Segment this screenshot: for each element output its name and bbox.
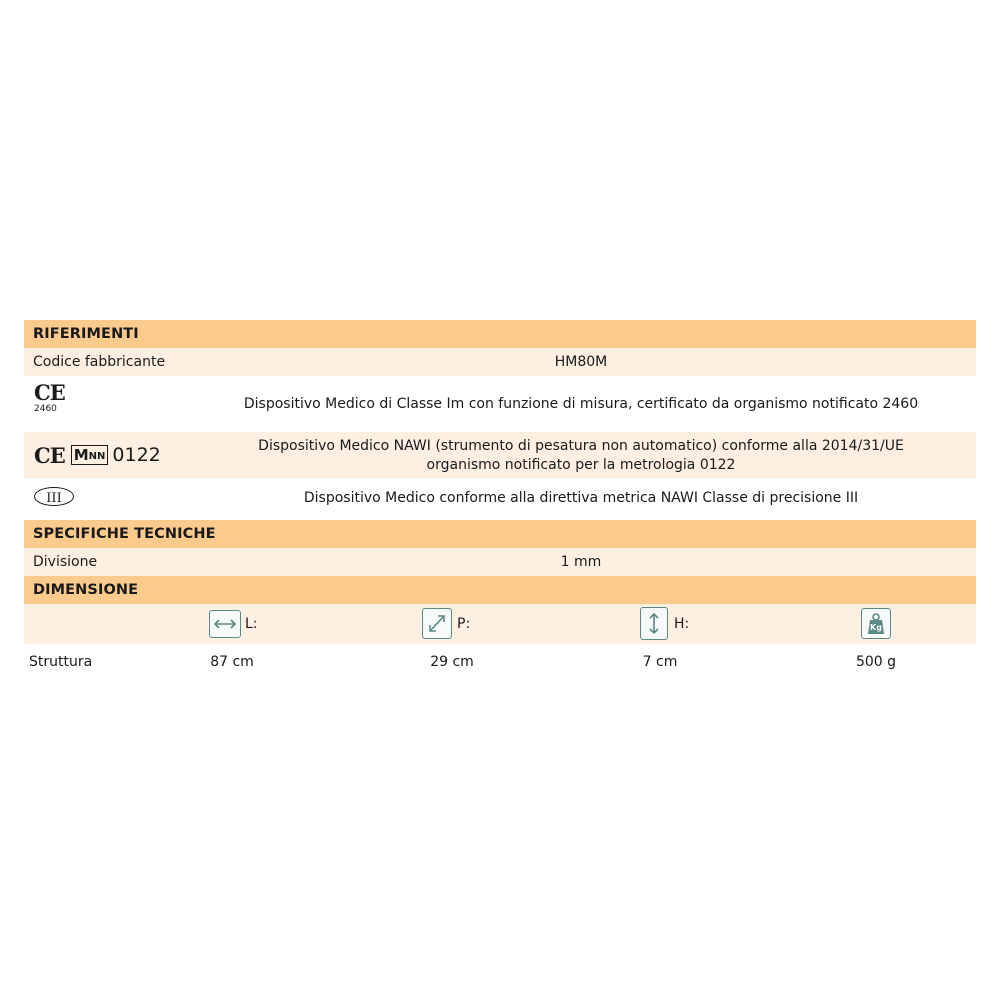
vertical-arrows-icon (640, 607, 668, 640)
dimension-icons-row (24, 604, 976, 644)
height-label: H: (674, 616, 690, 632)
section-title: DIMENSIONE (33, 582, 139, 598)
metrology-m-icon: M NN (71, 445, 109, 465)
horizontal-arrows-icon (209, 610, 241, 638)
section-header-dimensione (24, 576, 976, 604)
manufacturer-code-label: Codice fabbricante (33, 354, 166, 370)
structure-row (24, 644, 976, 680)
weight-icon: Kg (861, 608, 891, 639)
section-header-riferimenti (24, 320, 976, 348)
section-header-specifiche (24, 520, 976, 548)
precision-class-text: Dispositivo Medico conforme alla direttiva metrica NAWI Classe di precisione III (303, 490, 859, 506)
nawi-certification-row (24, 432, 976, 478)
length-value: 87 cm (210, 654, 254, 670)
weight-value: 500 g (855, 654, 897, 670)
specification-table (24, 320, 976, 680)
length-label: L: (245, 616, 258, 632)
ce-mark-icon: CE 2460 (34, 380, 65, 414)
manufacturer-code-row (24, 348, 976, 376)
division-value: 1 mm (560, 554, 602, 570)
section-title: SPECIFICHE TECNICHE (33, 526, 216, 542)
section-title: RIFERIMENTI (33, 326, 139, 342)
precision-class-iii-icon: III (34, 487, 74, 506)
depth-label: P: (457, 616, 471, 632)
ce-certification-row (24, 376, 976, 432)
height-value: 7 cm (642, 654, 678, 670)
ce-certification-text: Dispositivo Medico di Classe Im con funzione di misura, certificato da organismo notificato 2460 (243, 396, 919, 412)
nawi-certification-text: Dispositivo Medico NAWI (strumento di pesatura non automatico) conforme alla 2014/31/UE (258, 438, 904, 454)
manufacturer-code-value: HM80M (554, 354, 608, 370)
division-label: Divisione (33, 554, 98, 570)
precision-class-row (24, 478, 976, 520)
nawi-notified-body-text: organismo notificato per la metrologia 0122 (426, 457, 736, 473)
division-row (24, 548, 976, 576)
nawi-mark-icon: CE M NN 0122 (34, 442, 161, 468)
depth-value: 29 cm (430, 654, 474, 670)
diagonal-arrows-icon (422, 608, 452, 639)
structure-label: Struttura (29, 654, 93, 670)
